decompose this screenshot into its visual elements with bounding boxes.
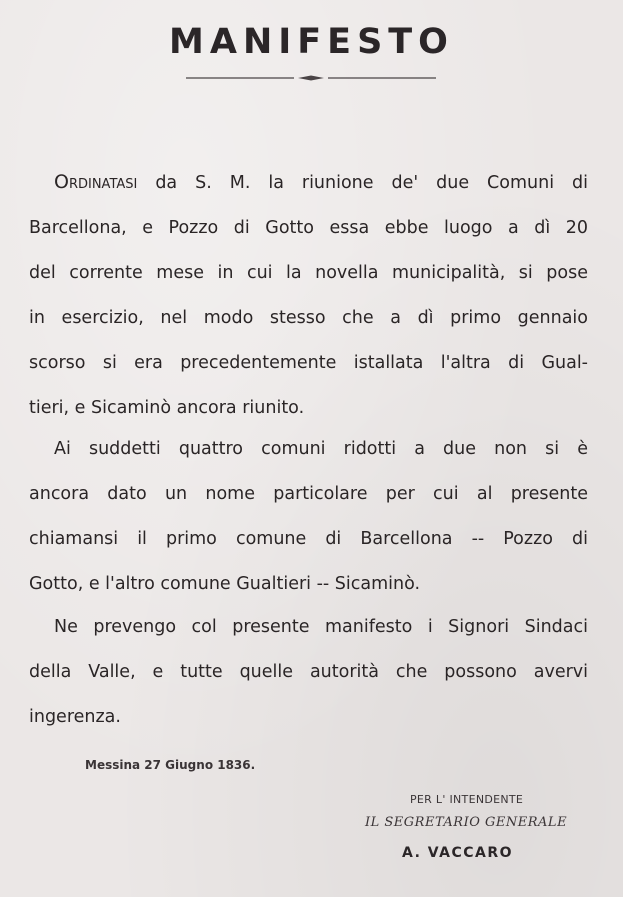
place-and-date: Messina 27 Giugno 1836.: [85, 758, 256, 772]
paragraph-line: chiamansi il primo comune di Barcellona -- Pozzo di: [29, 529, 588, 549]
title-ornament-rule: [186, 75, 436, 81]
paragraph-line: Gotto, e l'altro comune Gualtieri -- Sicaminò.: [29, 574, 421, 594]
paragraph-3: [29, 605, 588, 740]
paragraph-line: ingerenza.: [29, 707, 121, 727]
paragraph-line: Ne prevengo col presente manifesto i Signori Sindaci: [54, 617, 588, 637]
paragraph-line: scorso si era precedentemente istallata l'altra di Gual-: [29, 353, 588, 373]
signature-name: A. VACCARO: [402, 845, 514, 861]
paragraph-line: del corrente mese in cui la novella municipalità, si pose: [29, 263, 588, 283]
paragraph-line: in esercizio, nel modo stesso che a dì primo gennaio: [29, 308, 588, 328]
paragraph-line: [54, 160, 588, 206]
paragraph-2: [29, 427, 588, 607]
paragraph-line: tieri, e Sicaminò ancora riunito.: [29, 398, 305, 418]
document-title: MANIFESTO: [169, 22, 454, 62]
paragraph-line: ancora dato un nome particolare per cui al presente: [29, 484, 588, 504]
signature-line-2: IL SEGRETARIO GENERALE: [365, 815, 568, 830]
paragraph-lead-word: Ordinatasi: [54, 171, 138, 193]
paragraph-line: Barcellona, e Pozzo di Gotto essa ebbe luogo a dì 20: [29, 218, 588, 238]
paragraph-1: [29, 160, 588, 431]
signature-line-1: PER L' INTENDENTE: [410, 793, 524, 806]
paragraph-line-text: da S. M. la riunione de' due Comuni di: [137, 173, 588, 193]
paragraph-line: della Valle, e tutte quelle autorità che possono avervi: [29, 662, 588, 682]
paragraph-line: Ai suddetti quattro comuni ridotti a due non si è: [54, 439, 588, 459]
